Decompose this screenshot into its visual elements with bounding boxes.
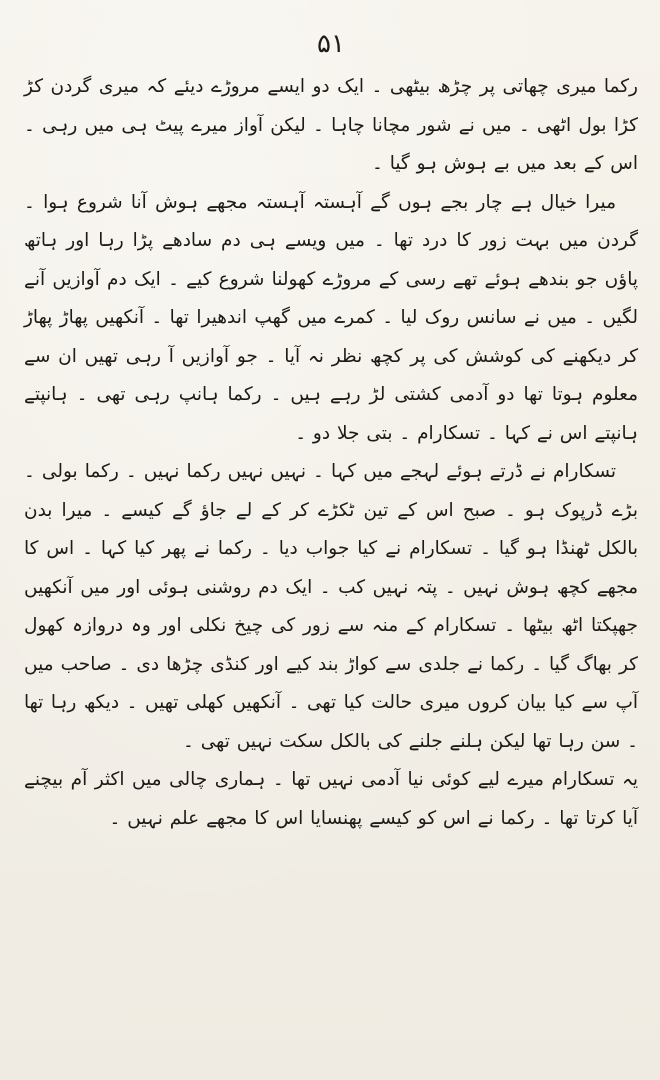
page-number: ۵۱ xyxy=(317,29,345,59)
paragraph: یہ تسکارام میرے لیے کوئی نیا آدمی نہیں تھا ۔ ہماری چالی میں اکثر آم بیچنے آیا کرتا تھا ۔ رکما نے اس کو کیسے پھنسایا اس کا مجھے علم نہیں ۔ xyxy=(24,769,638,829)
paragraph: تسکارام نے ڈرتے ہوئے لہجے میں کہا ۔ نہیں نہیں رکما نہیں ۔ رکما بولی ۔ بڑے ڈرپوک ہو ۔ صبح اس کے تین ٹکڑے کر کے لے جاؤ گے کیسے ۔ میرا بدن بالکل ٹھنڈا ہو گیا ۔ تسکارام نے کیا جواب دیا ۔ رکما نے پھر کیا کہا ۔ اس کا مجھے کچھ ہوش نہیں ۔ پتہ نہیں کب ۔ ایک دم روشنی ہوئی اور میں آنکھیں جھپکتا اٹھ بیٹھا ۔ تسکارام کے منہ سے زور کی چیخ نکلی اور وہ دروازہ کھول کر بھاگ گیا ۔ رکما نے جلدی سے کواڑ بند کیے اور کنڈی چڑھا دی ۔ صاحب میں آپ سے کیا بیان کروں میری حالت کیا تھی ۔ آنکھیں کھلی تھیں ۔ دیکھ رہا تھا ۔ سن رہا تھا لیکن ہلنے جلنے کی بالکل سکت نہیں تھی ۔ xyxy=(24,461,638,752)
page-content xyxy=(24,68,638,838)
paragraph: میرا خیال ہے چار بجے ہوں گے آہستہ آہستہ مجھے ہوش آنا شروع ہوا ۔ گردن میں بہت زور کا درد تھا ۔ میں ویسے ہی دم سادھے پڑا رہا اور ہاتھ پاؤں جو بندھے ہوئے تھے رسی کے مروڑے کھولنا شروع کیے ۔ ایک دم آوازیں آنے لگیں ۔ میں نے سانس روک لیا ۔ کمرے میں گھپ اندھیرا تھا ۔ آنکھیں پھاڑ پھاڑ کر دیکھنے کی کوشش کی پر کچھ نظر نہ آیا ۔ جو آوازیں آ رہی تھیں ان سے معلوم ہوتا تھا دو آدمی کشتی لڑ رہے ہیں ۔ رکما ہانپ رہی تھی ۔ ہانپتے ہانپتے اس نے کہا ۔ تسکارام ۔ بتی جلا دو ۔ xyxy=(24,191,638,444)
paragraph: رکما میری چھاتی پر چڑھ بیٹھی ۔ ایک دو ایسے مروڑے دیئے کہ میری گردن کڑ کڑا بول اٹھی ۔ میں نے شور مچانا چاہا ۔ لیکن آواز میرے پیٹ ہی میں رہی ۔ اس کے بعد میں بے ہوش ہو گیا ۔ xyxy=(24,76,638,174)
